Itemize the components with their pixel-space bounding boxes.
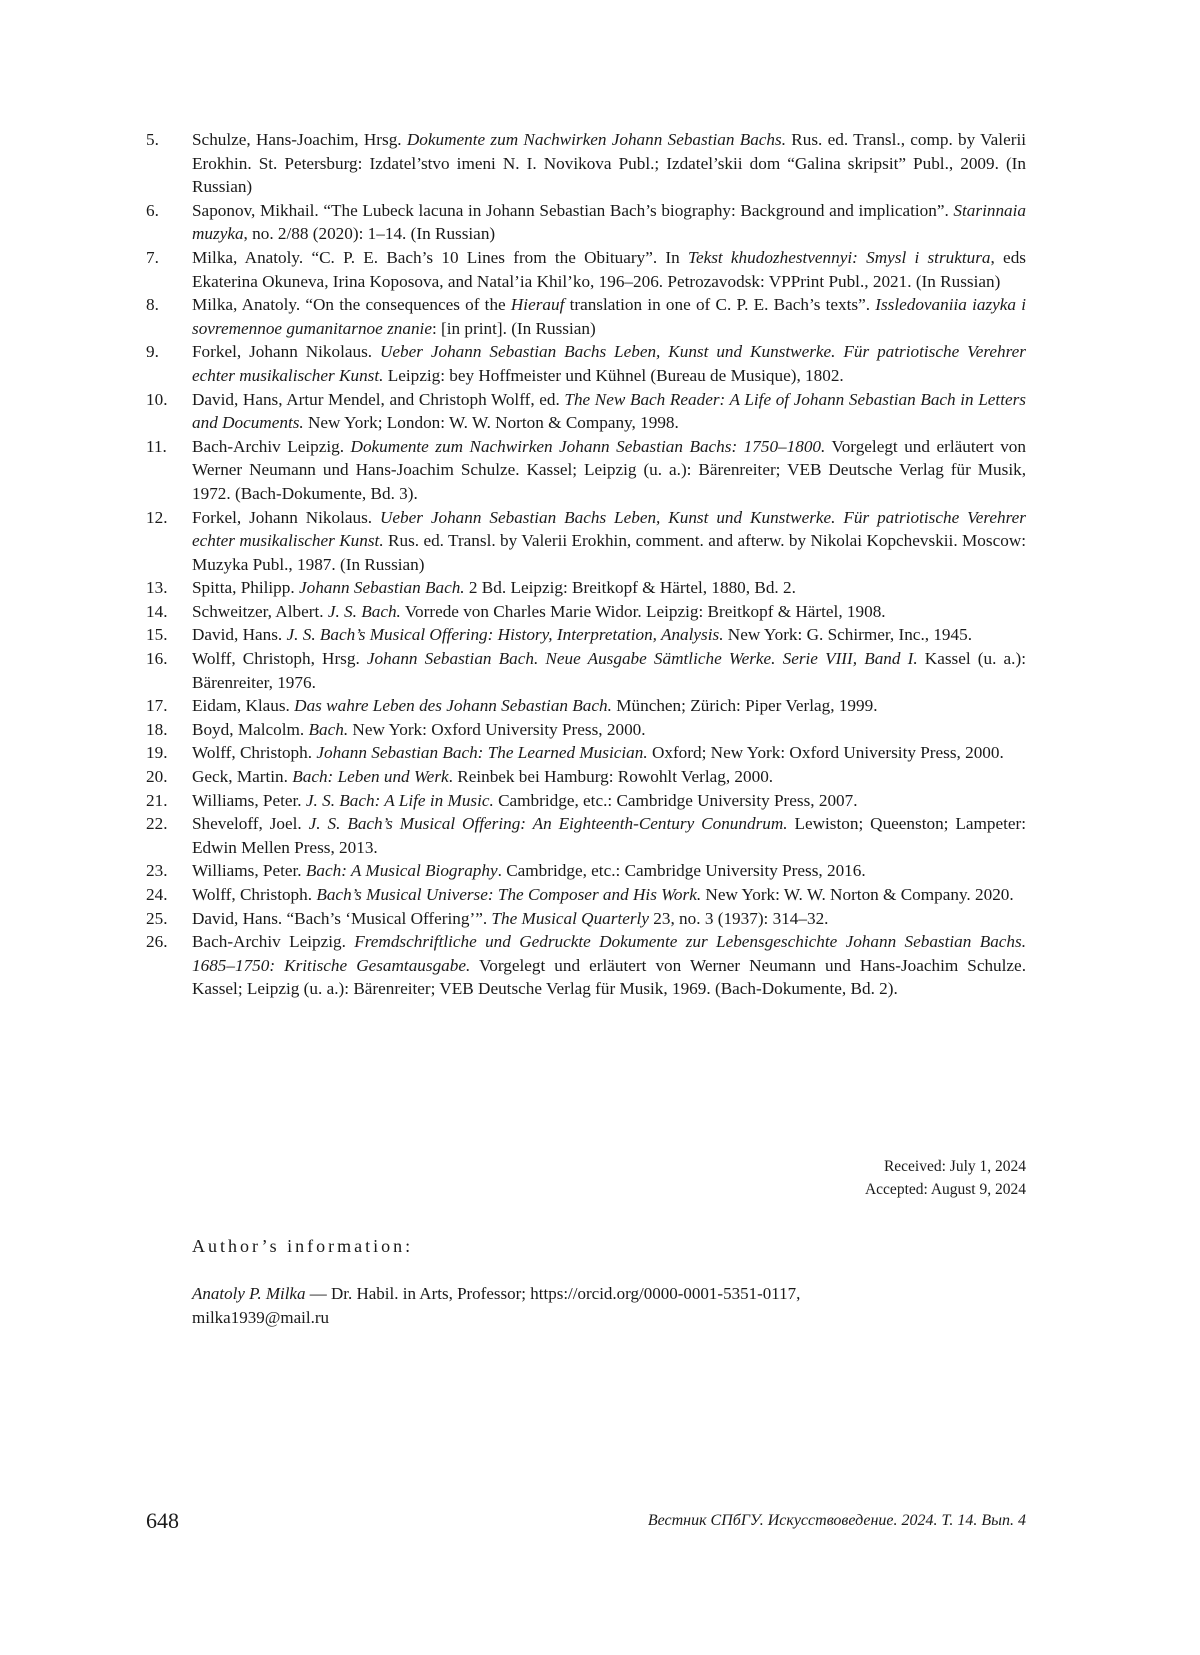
reference-item <box>146 293 1026 340</box>
reference-text <box>192 506 1026 577</box>
reference-text <box>192 435 1026 506</box>
reference-title: Issledovaniia iazyka i sovremennoe gumanitarnoe znanie <box>192 295 1026 338</box>
reference-segment: Forkel, Johann Nikolaus. <box>192 507 380 527</box>
reference-title: The Musical Quarterly <box>491 908 649 928</box>
reference-segment: Wolff, Christoph, Hrsg. <box>192 649 367 669</box>
reference-item <box>146 623 1026 647</box>
reference-item <box>146 907 1026 931</box>
reference-number: 5. <box>146 130 159 149</box>
reference-number: 20. <box>146 767 168 787</box>
reference-text <box>192 789 1026 813</box>
reference-title: Bach: Leben und Werk <box>292 767 449 787</box>
journal-title: Вестник СПбГУ. Искусствоведение. 2024. Т. 14. Вып. 4 <box>647 1512 1026 1529</box>
reference-text <box>192 246 1026 293</box>
reference-number: 11. <box>146 436 167 456</box>
reference-number: 12. <box>146 507 168 527</box>
reference-item <box>146 435 1026 506</box>
reference-text <box>192 600 1026 624</box>
reference-text <box>192 293 1026 340</box>
reference-segment: Rus. ed. Transl., comp. by Valerii Erokhin. St. Petersburg: Izdatel’stvo imeni N. I. Novikova Publ.; Izdatel’skii dom “Galina skripsit” Publ., 2009. (In Russian) <box>192 130 1026 197</box>
reference-item <box>146 859 1026 883</box>
reference-segment: Eidam, Klaus. <box>192 696 295 716</box>
accepted-date: Accepted: August 9, 2024 <box>864 1181 1026 1198</box>
reference-segment: David, Hans, Artur Mendel, and Christoph Wolff, ed. <box>192 389 565 409</box>
reference-item <box>146 883 1026 907</box>
reference-segment: Geck, Martin. <box>192 767 293 787</box>
reference-number: 15. <box>146 625 168 645</box>
reference-segment: Schweitzer, Albert. <box>192 601 328 621</box>
reference-item <box>146 199 1026 246</box>
reference-segment: Kassel (u. a.): Bärenreiter, 1976. <box>192 649 1026 692</box>
reference-number: 18. <box>146 719 168 739</box>
reference-segment: Spitta, Philipp. <box>192 578 299 598</box>
reference-text <box>192 128 1026 199</box>
reference-segment: Milka, Anatoly. “On the consequences of the <box>192 295 511 315</box>
reference-number: 10. <box>146 389 168 409</box>
reference-segment: . Reinbek bei Hamburg: Rowohlt Verlag, 2000. <box>448 767 774 787</box>
reference-text <box>192 388 1026 435</box>
reference-text <box>192 765 1026 789</box>
reference-item <box>146 576 1026 600</box>
reference-item <box>146 789 1026 813</box>
author-details: — Dr. Habil. in Arts, Professor; https://orcid.org/0000-0001-5351-0117, <box>305 1284 801 1303</box>
reference-item <box>146 388 1026 435</box>
reference-segment: Cambridge, etc.: Cambridge University Press, 2007. <box>493 790 858 810</box>
reference-segment: . Cambridge, etc.: Cambridge University Press, 2016. <box>497 861 866 881</box>
reference-text <box>192 907 1026 931</box>
reference-segment: New York; London: W. W. Norton & Company, 1998. <box>303 413 679 433</box>
reference-segment: David, Hans. “Bach’s ‘Musical Offering’”. <box>192 908 492 928</box>
reference-item <box>146 246 1026 293</box>
reference-segment: Wolff, Christoph. <box>192 885 317 904</box>
reference-text <box>192 623 1026 647</box>
reference-text <box>192 812 1026 859</box>
reference-segment: 23, no. 3 (1937): 314–32. <box>648 908 829 928</box>
reference-segment: New York: W. W. Norton & Company. 2020. <box>701 885 1014 904</box>
reference-segment: Milka, Anatoly. “C. P. E. Bach’s 10 Lines from the Obituary”. In <box>192 247 688 267</box>
reference-title: The New Bach Reader: A Life of Johann Sebastian Bach in Letters and Documents. <box>192 389 1026 433</box>
reference-item <box>146 930 1026 1001</box>
reference-text <box>192 859 1026 883</box>
reference-item <box>146 812 1026 859</box>
submission-dates <box>865 1155 1026 1201</box>
reference-segment: Williams, Peter. <box>192 790 306 810</box>
reference-segment: Vorgelegt und erläutert von Werner Neumann und Hans-Joachim Schulze. Kassel; Leipzig (u. a.): Bärenreiter; VEB Deutsche Verlag für Musik, 1969. (Bach-Dokumente, Bd. 2). <box>192 955 1026 999</box>
reference-segment: Bach-Archiv Leipzig. <box>192 436 351 456</box>
reference-item <box>146 741 1026 765</box>
reference-number: 21. <box>146 790 168 810</box>
reference-item <box>146 506 1026 577</box>
reference-item <box>146 718 1026 742</box>
reference-segment: Lewiston; Queenston; Lampeter: Edwin Mellen Press, 2013. <box>192 814 1026 857</box>
reference-number: 23. <box>146 861 168 881</box>
reference-number: 7. <box>146 247 159 267</box>
reference-number: 17. <box>146 696 168 716</box>
reference-segment: Williams, Peter. <box>192 861 306 881</box>
reference-segment: Vorgelegt und erläutert von Werner Neumann und Hans-Joachim Schulze. Kassel; Leipzig (u. a.): Bärenreiter; VEB Deutsche Verlag für Musik, 1972. (Bach-Dokumente, Bd. 3). <box>192 436 1026 503</box>
reference-segment: München; Zürich: Piper Verlag, 1999. <box>611 696 878 716</box>
reference-number: 8. <box>146 295 159 315</box>
reference-title: J. S. Bach: A Life in Music. <box>305 790 494 810</box>
reference-title: Bach. <box>308 719 349 739</box>
reference-title: Tekst khudozhestvennyi: Smysl i struktura <box>687 247 991 267</box>
reference-number: 16. <box>146 649 168 669</box>
reference-item <box>146 128 1026 199</box>
reference-item <box>146 600 1026 624</box>
reference-list <box>146 128 1026 1001</box>
author-name: Anatoly P. Milka <box>192 1284 306 1303</box>
reference-text <box>192 199 1026 246</box>
reference-item <box>146 340 1026 387</box>
reference-segment: Vorrede von Charles Marie Widor. Leipzig: Breitkopf & Härtel, 1908. <box>400 601 886 621</box>
reference-segment: translation in one of C. P. E. Bach’s texts”. <box>564 295 876 315</box>
reference-segment: New York: G. Schirmer, Inc., 1945. <box>723 625 973 645</box>
reference-title: Johann Sebastian Bach: The Learned Musician. <box>316 743 648 763</box>
reference-item <box>146 765 1026 789</box>
received-date: Received: July 1, 2024 <box>883 1158 1026 1175</box>
reference-segment: , no. 2/88 (2020): 1–14. (In Russian) <box>243 224 496 244</box>
reference-title: Ueber Johann Sebastian Bachs Leben, Kunst und Kunstwerke. Für patriotische Verehrer echter musikalischer Kunst. <box>192 342 1026 385</box>
reference-segment: , eds Ekaterina Okuneva, Irina Koposova, and Natal’ia Khil’ko, 196–206. Petrozavodsk: VPPrint Publ., 2021. (In Russian) <box>192 247 1026 291</box>
reference-text <box>192 694 1026 718</box>
author-info <box>192 1282 952 1330</box>
reference-text <box>192 741 1026 765</box>
reference-number: 19. <box>146 743 168 763</box>
reference-title: Johann Sebastian Bach. Neue Ausgabe Sämtliche Werke. Serie VIII, Band I. <box>366 649 918 669</box>
reference-title: Ueber Johann Sebastian Bachs Leben, Kunst und Kunstwerke. Für patriotische Verehrer echter musikalischer Kunst. <box>192 507 1026 551</box>
reference-text <box>192 930 1026 1001</box>
reference-number: 26. <box>146 932 168 952</box>
reference-segment: Schulze, Hans-Joachim, Hrsg. <box>192 130 407 149</box>
page-number: 648 <box>146 1508 179 1533</box>
reference-item <box>146 694 1026 718</box>
reference-text <box>192 718 1026 742</box>
reference-title: Dokumente zum Nachwirken Johann Sebastian Bachs: 1750–1800. <box>350 436 826 456</box>
reference-title: J. S. Bach’s Musical Offering: An Eighteenth-Century Conundrum. <box>308 814 788 834</box>
reference-segment: Forkel, Johann Nikolaus. <box>192 342 380 362</box>
reference-segment: Bach-Archiv Leipzig. <box>192 932 355 952</box>
reference-text <box>192 340 1026 387</box>
reference-title: Das wahre Leben des Johann Sebastian Bach. <box>294 696 612 716</box>
reference-number: 22. <box>146 814 168 834</box>
reference-segment: Sheveloff, Joel. <box>192 814 309 834</box>
reference-title: J. S. Bach. <box>327 601 401 621</box>
reference-title: Dokumente zum Nachwirken Johann Sebastian Bachs. <box>406 130 787 149</box>
reference-title: J. S. Bach’s Musical Offering: History, Interpretation, Analysis. <box>286 625 724 645</box>
reference-segment: David, Hans. <box>192 625 287 645</box>
reference-title: Bach: A Musical Biography <box>305 861 498 881</box>
author-info-heading: Author’s information: <box>192 1236 414 1256</box>
reference-segment: New York: Oxford University Press, 2000. <box>348 719 646 739</box>
reference-text <box>192 576 1026 600</box>
reference-number: 13. <box>146 578 168 598</box>
reference-title: Bach’s Musical Universe: The Composer and His Work. <box>316 885 702 904</box>
reference-text <box>192 883 1026 907</box>
reference-segment: Wolff, Christoph. <box>192 743 317 763</box>
reference-title: Hierauf <box>510 295 565 315</box>
reference-number: 14. <box>146 601 168 621</box>
reference-title: Johann Sebastian Bach. <box>298 578 465 598</box>
reference-segment: Saponov, Mikhail. “The Lubeck lacuna in Johann Sebastian Bach’s biography: Background and implication”. <box>192 200 954 220</box>
reference-segment: 2 Bd. Leipzig: Breitkopf & Härtel, 1880, Bd. 2. <box>464 578 796 598</box>
reference-segment: Rus. ed. Transl. by Valerii Erokhin, comment. and afterw. by Nikolai Kopchevskii. Moscow: Muzyka Publ., 1987. (In Russian) <box>192 531 1027 574</box>
reference-segment: Boyd, Malcolm. <box>192 719 309 739</box>
reference-number: 9. <box>146 342 159 362</box>
reference-item <box>146 647 1026 694</box>
reference-number: 24. <box>146 885 168 904</box>
reference-number: 25. <box>146 908 168 928</box>
reference-number: 6. <box>146 200 159 220</box>
author-email: milka1939@mail.ru <box>192 1308 329 1327</box>
reference-title: Starinnaia muzyka <box>192 200 1026 244</box>
reference-segment: Leipzig: bey Hoffmeister und Kühnel (Bureau de Musique), 1802. <box>383 365 844 385</box>
reference-title: Fremdschriftliche und Gedruckte Dokumente zur Lebensgeschichte Johann Sebastian Bachs. 1685–1750: Kritische Gesamtausgabe. <box>192 932 1026 975</box>
reference-segment: Oxford; New York: Oxford University Press, 2000. <box>647 743 1004 763</box>
reference-segment: : [in print]. (In Russian) <box>431 318 596 338</box>
reference-text <box>192 647 1026 694</box>
